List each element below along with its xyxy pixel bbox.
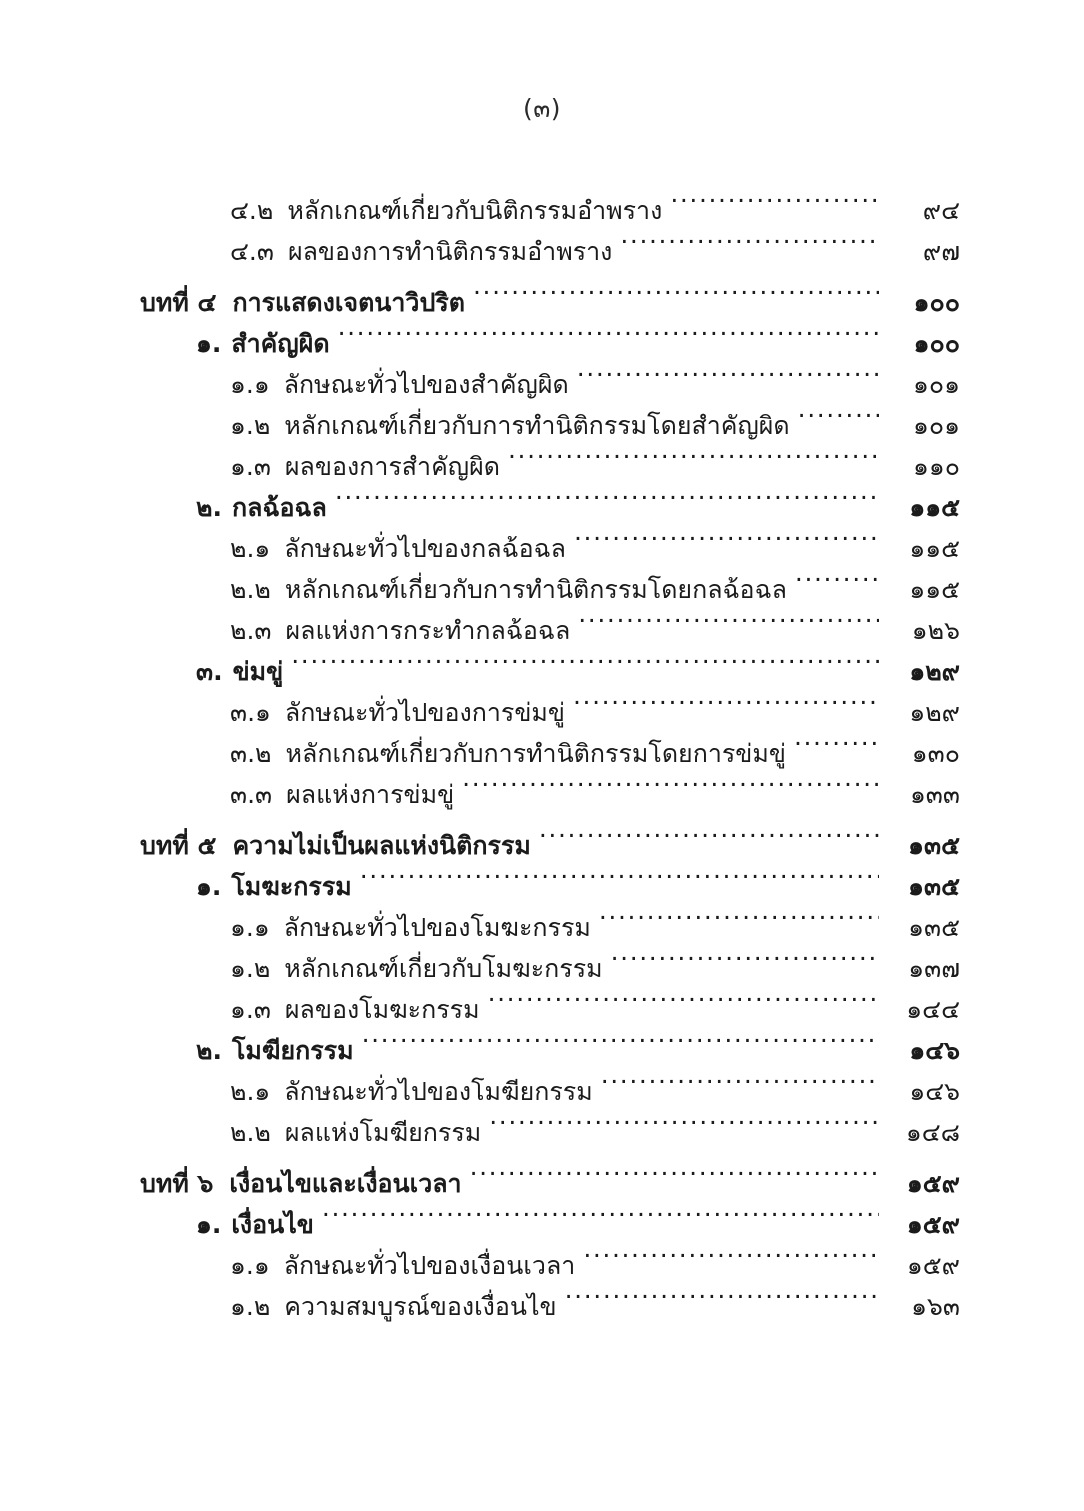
toc-leader-dots xyxy=(488,977,879,1018)
toc-leader-dots xyxy=(798,393,879,434)
toc-entry-title: หลักเกณฑ์เกี่ยวกับการทำนิติกรรมโดยสำคัญผิด xyxy=(284,411,790,440)
toc-entry-page-number: ๑๐๑ xyxy=(913,411,960,440)
toc-entry-page-number: ๑๐๑ xyxy=(913,370,960,399)
toc-entry-title: ลักษณะทั่วไปของสำคัญผิด xyxy=(283,370,569,399)
toc-entry-sub[interactable] xyxy=(0,680,960,727)
toc-entry-page-number: ๑๔๖ xyxy=(909,1036,960,1065)
toc-entry-page-number: ๑๕๙ xyxy=(906,1169,960,1198)
toc-entry-sub[interactable] xyxy=(0,762,960,809)
toc-entry-page-number: ๑๒๙ xyxy=(909,698,960,727)
toc-entry-page-number: ๑๓๕ xyxy=(908,831,960,860)
toc-entry-number: ๑.๑ xyxy=(230,1251,270,1280)
toc-entry-section[interactable] xyxy=(0,475,960,522)
toc-leader-dots xyxy=(473,270,879,311)
toc-entry-title: ผลแห่งการกระทำกลฉ้อฉล xyxy=(285,616,571,645)
toc-leader-dots xyxy=(360,854,879,895)
toc-leader-dots xyxy=(291,639,879,680)
toc-entry-page-number: ๑๕๙ xyxy=(906,1210,960,1239)
toc-entry-number: ๒.๑ xyxy=(230,534,271,563)
toc-entry-number: ๒. xyxy=(196,493,222,522)
toc-entry-sub[interactable] xyxy=(0,1233,960,1280)
toc-leader-dots xyxy=(795,557,879,598)
toc-entry-page-number: ๑๐๐ xyxy=(913,329,960,358)
toc-entry-section[interactable] xyxy=(0,1018,960,1065)
toc-leader-dots xyxy=(322,1192,879,1233)
toc-entry-number: ๑.๑ xyxy=(230,370,270,399)
toc-entry-title: กลฉ้อฉล xyxy=(231,493,327,522)
toc-leader-dots xyxy=(620,219,879,260)
toc-entry-page-number: ๑๕๙ xyxy=(906,1251,960,1280)
toc-entry-sub[interactable] xyxy=(0,516,960,563)
toc-entry-title: ลักษณะทั่วไปของเงื่อนเวลา xyxy=(283,1251,576,1280)
toc-leader-dots xyxy=(577,352,879,393)
toc-leader-dots xyxy=(539,813,879,854)
toc-entry-title: หลักเกณฑ์เกี่ยวกับนิติกรรมอำพราง xyxy=(287,196,663,225)
toc-entry-number: ๑.๓ xyxy=(230,995,271,1024)
toc-entry-page-number: ๑๒๖ xyxy=(911,616,960,645)
toc-entry-number: ๑.๒ xyxy=(230,1292,271,1321)
toc-entry-page-number: ๑๑๕ xyxy=(909,493,960,522)
toc-entry-title: ข่มขู่ xyxy=(232,657,284,686)
toc-entry-title: ลักษณะทั่วไปของโมฆียกรรม xyxy=(284,1077,593,1106)
toc-entry-page-number: ๑๓๓ xyxy=(909,780,960,809)
toc-leader-dots xyxy=(574,516,879,557)
toc-entry-title: ความไม่เป็นผลแห่งนิติกรรม xyxy=(232,831,531,860)
page-folio-number: (๓) xyxy=(522,94,562,123)
toc-entry-chapter[interactable] xyxy=(0,813,960,860)
toc-leader-dots xyxy=(462,762,879,803)
toc-entry-sub[interactable] xyxy=(0,895,960,942)
toc-leader-dots xyxy=(670,178,879,219)
toc-entry-page-number: ๑๔๘ xyxy=(905,1118,960,1147)
toc-entry-chapter[interactable] xyxy=(0,1151,960,1198)
toc-entry-page-number: ๙๗ xyxy=(922,237,960,266)
toc-leader-dots xyxy=(362,1018,879,1059)
toc-entry-page-number: ๑๑๕ xyxy=(909,534,960,563)
toc-entry-title: ลักษณะทั่วไปของกลฉ้อฉล xyxy=(284,534,566,563)
toc-entry-number: ๑. xyxy=(196,1210,222,1239)
toc-entry-number: ๑.๓ xyxy=(230,452,271,481)
toc-entry-title: ผลของการสำคัญผิด xyxy=(284,452,500,481)
toc-entry-number: ๑. xyxy=(196,329,222,358)
toc-entry-page-number: ๑๔๔ xyxy=(906,995,960,1024)
toc-entry-number: ๔.๒ xyxy=(230,196,274,225)
toc-entry-title: สำคัญผิด xyxy=(231,329,330,358)
toc-entry-page-number: ๑๑๐ xyxy=(913,452,960,481)
toc-leader-dots xyxy=(611,936,879,977)
toc-entry-title: ลักษณะทั่วไปของการข่มขู่ xyxy=(284,698,565,727)
toc-leader-dots xyxy=(338,311,879,352)
toc-entry-number: ๑.๒ xyxy=(230,411,271,440)
toc-entry-page-number: ๑๓๐ xyxy=(911,739,960,768)
toc-entry-number: ๒.๓ xyxy=(230,616,272,645)
toc-entry-number: ๒.๒ xyxy=(230,1118,271,1147)
toc-entry-page-number: ๑๓๕ xyxy=(908,872,960,901)
toc-entry-number: บทที่ ๔ xyxy=(140,288,217,317)
toc-entry-title: หลักเกณฑ์เกี่ยวกับการทำนิติกรรมโดยการข่มขู่ xyxy=(285,739,786,768)
toc-entry-title: โมฆียกรรม xyxy=(231,1036,354,1065)
toc-leader-dots xyxy=(794,721,879,762)
toc-entry-number: บทที่ ๕ xyxy=(140,831,217,860)
toc-entry-page-number: ๑๓๕ xyxy=(908,913,960,942)
toc-entry-number: ๓.๑ xyxy=(230,698,271,727)
toc-leader-dots xyxy=(601,1059,879,1100)
toc-entry-page-number: ๑๓๗ xyxy=(908,954,960,983)
toc-leader-dots xyxy=(335,475,879,516)
toc-entry-number: บทที่ ๖ xyxy=(140,1169,214,1198)
toc-leader-dots xyxy=(565,1274,879,1315)
toc-leader-dots xyxy=(489,1100,879,1141)
toc-entry-number: ๑.๒ xyxy=(230,954,271,983)
toc-entry-title: ผลของการทำนิติกรรมอำพราง xyxy=(287,237,613,266)
toc-entry-page-number: ๑๖๓ xyxy=(911,1292,960,1321)
toc-leader-dots xyxy=(583,1233,879,1274)
toc-entry-number: ๑. xyxy=(196,872,222,901)
toc-entry-title: ลักษณะทั่วไปของโมฆะกรรม xyxy=(283,913,591,942)
toc-entry-page-number: ๑๐๐ xyxy=(913,288,960,317)
toc-entry-number: ๓.๒ xyxy=(230,739,272,768)
toc-entry-sub[interactable] xyxy=(0,352,960,399)
toc-entry-page-number: ๑๔๖ xyxy=(909,1077,960,1106)
toc-entry-page-number: ๑๑๕ xyxy=(909,575,960,604)
toc-entry-title: เงื่อนไข xyxy=(231,1210,314,1239)
toc-entry-number: ๒. xyxy=(196,1036,222,1065)
toc-entry-sub[interactable] xyxy=(0,1059,960,1106)
toc-entry-title: หลักเกณฑ์เกี่ยวกับโมฆะกรรม xyxy=(284,954,603,983)
toc-entry-title: ผลของโมฆะกรรม xyxy=(284,995,480,1024)
toc-entry-number: ๑.๑ xyxy=(230,913,270,942)
toc-entry-title: ผลแห่งการข่มขู่ xyxy=(286,780,455,809)
toc-entry-sub[interactable] xyxy=(0,178,960,225)
toc-entry-title: ผลแห่งโมฆียกรรม xyxy=(284,1118,482,1147)
table-of-contents xyxy=(0,178,1084,1321)
toc-entry-title: เงื่อนไขและเงื่อนเวลา xyxy=(229,1169,462,1198)
toc-entry-number: ๓.๓ xyxy=(230,780,273,809)
toc-entry-number: ๔.๓ xyxy=(230,237,274,266)
toc-leader-dots xyxy=(508,434,879,475)
toc-entry-chapter[interactable] xyxy=(0,270,960,317)
toc-leader-dots xyxy=(470,1151,879,1192)
toc-leader-dots xyxy=(578,598,879,639)
toc-leader-dots xyxy=(573,680,879,721)
toc-entry-title: ความสมบูรณ์ของเงื่อนไข xyxy=(284,1292,557,1321)
toc-entry-page-number: ๙๔ xyxy=(922,196,960,225)
toc-entry-section[interactable] xyxy=(0,639,960,686)
toc-entry-page-number: ๑๒๙ xyxy=(909,657,960,686)
toc-leader-dots xyxy=(599,895,879,936)
toc-entry-title: โมฆะกรรม xyxy=(231,872,352,901)
toc-entry-title: หลักเกณฑ์เกี่ยวกับการทำนิติกรรมโดยกลฉ้อฉล xyxy=(284,575,787,604)
toc-entry-number: ๓. xyxy=(196,657,223,686)
toc-entry-number: ๒.๑ xyxy=(230,1077,271,1106)
toc-entry-title: การแสดงเจตนาวิปริต xyxy=(232,288,465,317)
toc-entry-number: ๒.๒ xyxy=(230,575,271,604)
